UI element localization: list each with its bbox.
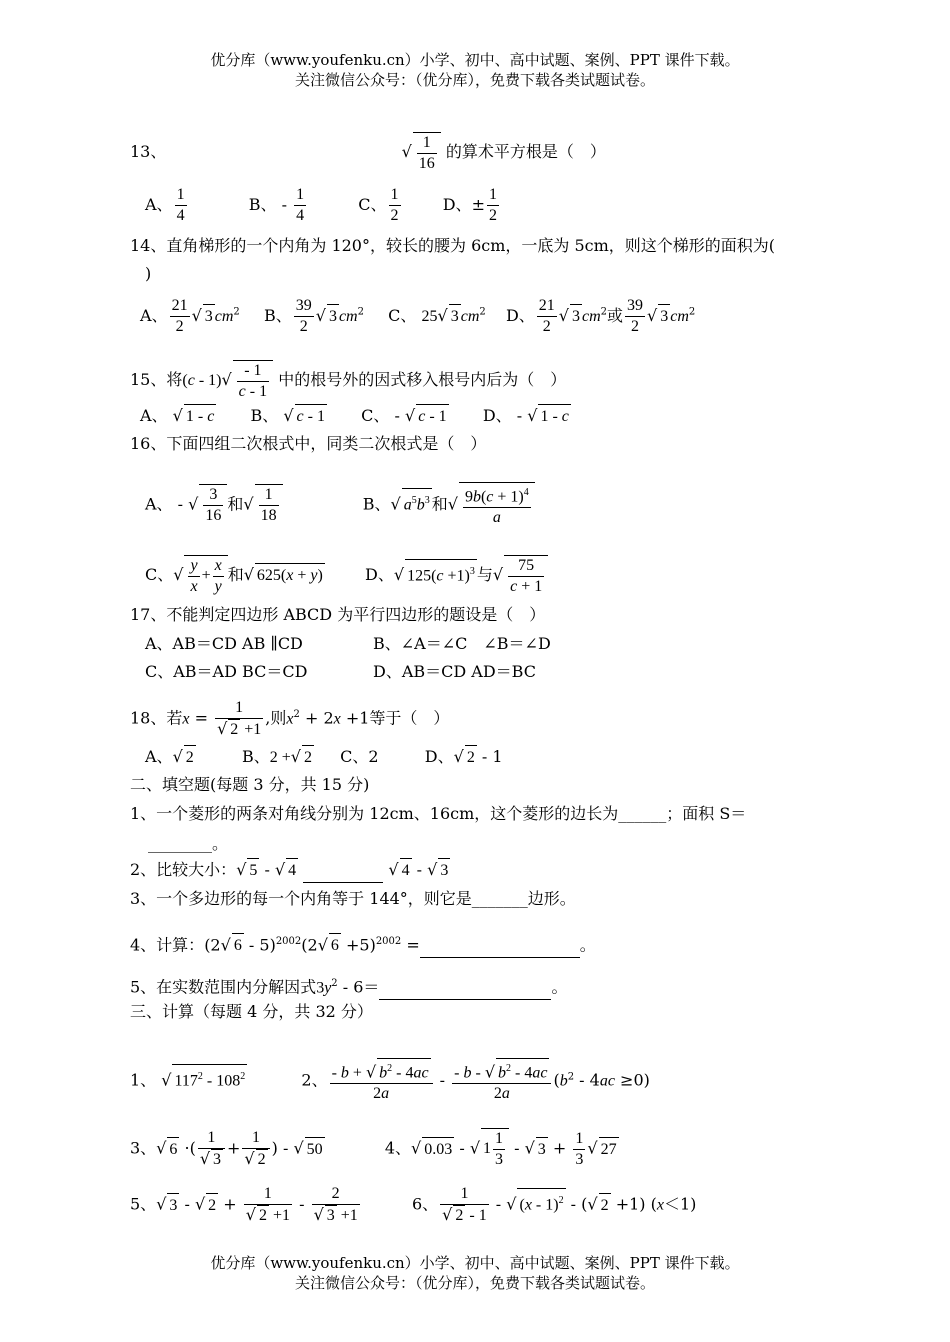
q17-option-d: D、AB＝CD AD＝BC [373,662,536,681]
calc-row-2: 3、√ 6 ·( $\frac{1}{√ 3}$ + $\frac{1}{√ 2}$ ) - √ 50 4、√ 0.03 - √ 1 $\frac{1}{3}$ - √ 3 + $\frac{1}{3}$ √ 27 [130,1129,617,1169]
q17-row-ab [145,632,910,656]
question-17 [130,603,910,627]
q14-options: A、 $\frac{21}{2}$ √ 3 $cm^2$ B、 $\frac{39}{2}$ √ 3 $cm^2$ C、 25√ 3 $cm^2$ D、 $\frac{21}{2}$ √ 3 $cm^2$或 $\frac{39}{2}$ √ 3 $cm^2$ [140,297,696,335]
q18-stem: 等于（ ） [369,708,450,728]
sqrt-sign: √ [401,142,412,162]
q13-option-a: A、 [145,195,173,214]
footer-line-2: 关注微信公众号：（优分库），免费下载各类试题试卷。 [294,1274,655,1292]
q14-option-b: B、 [263,306,292,325]
header-line-2: 关注微信公众号：（优分库），免费下载各类试题试卷。 [294,71,655,89]
calc-2-label: 2、 [301,1070,328,1090]
calc-1-label: 1、 [130,1070,157,1090]
q14-stem: 14、直角梯形的一个内角为 120°，较长的腰为 6cm，一底为 5cm，则这个梯形的面积为( [130,236,776,255]
q13-number: 13、 [130,142,167,162]
section-3-title: 三、计算（每题 4 分，共 32 分） [130,1002,373,1021]
fill-2: 2、比较大小：√ 5 - √ 4 √ 4 - √ 3 [130,858,910,883]
q16-and-b: 和 [431,494,448,514]
q16-option-b: B、 [362,494,391,514]
q13-stem: 的算术平方根是（ ） [445,142,606,162]
q16-option-d: D、 [365,565,394,585]
q15-options: A、 √ 1 - c B、 √ c - 1 C、 - √ c - 1 D、 - √ 1 - c [140,404,910,429]
question-13: 13、 √ $\frac{1}{16}$ 的算术平方根是（ ） [130,134,606,172]
header [0,50,950,90]
q15-number: 15、将 [130,370,183,390]
footer [0,1253,950,1293]
question-18: 18、若x = $\frac{1}{√ 2 +1}$ ,则$x^2 + 2x +1$等于（ ） [130,699,450,738]
calc-5-label: 5、 [130,1194,157,1214]
q15-option-a: A、 [140,406,168,425]
question-15: 15、将(c - 1)√ $\frac{- 1}{c - 1}$ 中的根号外的因式移入根号内后为（ ） [130,362,567,400]
calc-row-3: 5、√ 3 - √ 2 + $\frac{1}{√ 2 +1}$ - $\frac{2}{√ 3 +1}$ 6、 $\frac{1}{√ 2 - 1}$ - √ (x - 1)$^2$ - (√ 2 +1) (x＜1) [130,1185,697,1224]
q17-stem: 17、不能判定四边形 ABCD 为平行四边形的题设是（ ） [130,605,546,624]
q18-option-b: B、 [241,747,270,766]
fill-1-line-1: 1、一个菱形的两条对角线分别为 12cm、16cm，这个菱形的边长为______；面积 S＝ [130,804,747,823]
fill-1-line-2: ________。 [148,834,229,853]
q16-with: 与 [476,565,493,585]
q16-stem: 16、下面四组二次根式中，同类二次根式是（ ） [130,434,487,453]
q17-option-c: C、AB＝AD BC＝CD [145,662,308,681]
fill-3: 3、一个多边形的每一个内角等于 144°，则它是_______边形。 [130,889,576,908]
fill-2-label: 2、比较大小： [130,860,237,879]
q15-option-d: D、 [482,406,512,425]
question-14 [130,234,910,258]
q15-stem: 中的根号外的因式移入根号内后为（ ） [278,370,567,390]
q18-option-c: C、2 [340,747,379,766]
fill-4: 4、计算：(2√ 6 - 5)$^{2002}$(2√ 6 +5)$^{2002}$ = 。 [130,930,910,958]
q16-option-c: C、 [145,565,174,585]
calc-3-label: 3、 [130,1138,157,1158]
q17-option-b: B、∠A＝∠C ∠B＝∠D [373,634,551,653]
fill-5-label: 5、在实数范围内分解因式 [130,977,317,997]
section-2-title: 二、填空题(每题 3 分，共 15 分) [130,775,370,794]
q15-option-c: C、 [361,406,390,425]
fill-5: 5、在实数范围内分解因式$3y^2 - 6=$ 。 [130,972,910,1000]
q15-option-b: B、 [250,406,279,425]
q18-number: 18、若 [130,708,183,728]
calc-4-label: 4、 [384,1138,412,1158]
q13-option-c: C、 [358,195,387,214]
q14-option-c: C、 [388,306,417,325]
q13-option-d: D、 [442,195,472,214]
calc-row-1: 1、 √ $117^2 - 108^2$ 2、 $\frac{- b + √ b^2 - 4ac}{2a}$ - $\frac{- b - √ b^2 - 4ac}{2a}$ $(b^2 - 4ac \ge 0)$ [130,1058,910,1104]
fill-4-end: 。 [579,935,596,955]
q16-and-c: 和 [227,565,244,585]
q13-options: A、 $\frac{1}{4}$ B、 - $\frac{1}{4}$ C、 $\frac{1}{2}$ D、± $\frac{1}{2}$ [145,186,497,224]
q17-row-cd [145,660,910,684]
calc-6-label: 6、 [411,1194,439,1214]
q16-row-ab: A、 - √ $\frac{3}{16}$ 和√ $\frac{1}{18}$ B、√ $a^5b^3$ 和√ $\frac{9b(c + 1)^4}{a}$ [145,482,910,528]
q14-or: 或 [607,306,624,325]
question-16 [130,432,910,456]
fill-4-label: 4、计算： [130,935,205,955]
fill-5-end: 。 [551,977,568,997]
q18-option-d: D、 [424,747,454,766]
q18-option-a: A、 [145,747,173,766]
q16-row-cd: C、√ $\frac{y}{x}$ + $\frac{x}{y}$ 和√ 625(x + y) D、√ $125(c +1)^3$ 与√ $\frac{75}{c + 1}$ [145,555,910,597]
q18-options: A、√ 2 B、2 +√ 2 C、2 D、√ 2 - 1 [145,745,910,770]
q18-then: ,则 [265,708,287,728]
q16-and-a: 和 [227,494,244,514]
q13-option-b: B、 [248,195,277,214]
q14-close: ) [145,264,152,283]
footer-line-1: 优分库（www.youfenku.cn）小学、初中、高中试题、案例、PPT 课件下载。 [210,1254,740,1272]
q16-option-a: A、 [145,494,173,514]
q14-option-d: D、 [505,306,535,325]
q14-option-a: A、 [140,306,168,325]
q17-option-a: A、AB＝CD AB ∥CD [145,634,303,653]
header-line-1: 优分库（www.youfenku.cn）小学、初中、高中试题、案例、PPT 课件下载。 [210,51,740,69]
